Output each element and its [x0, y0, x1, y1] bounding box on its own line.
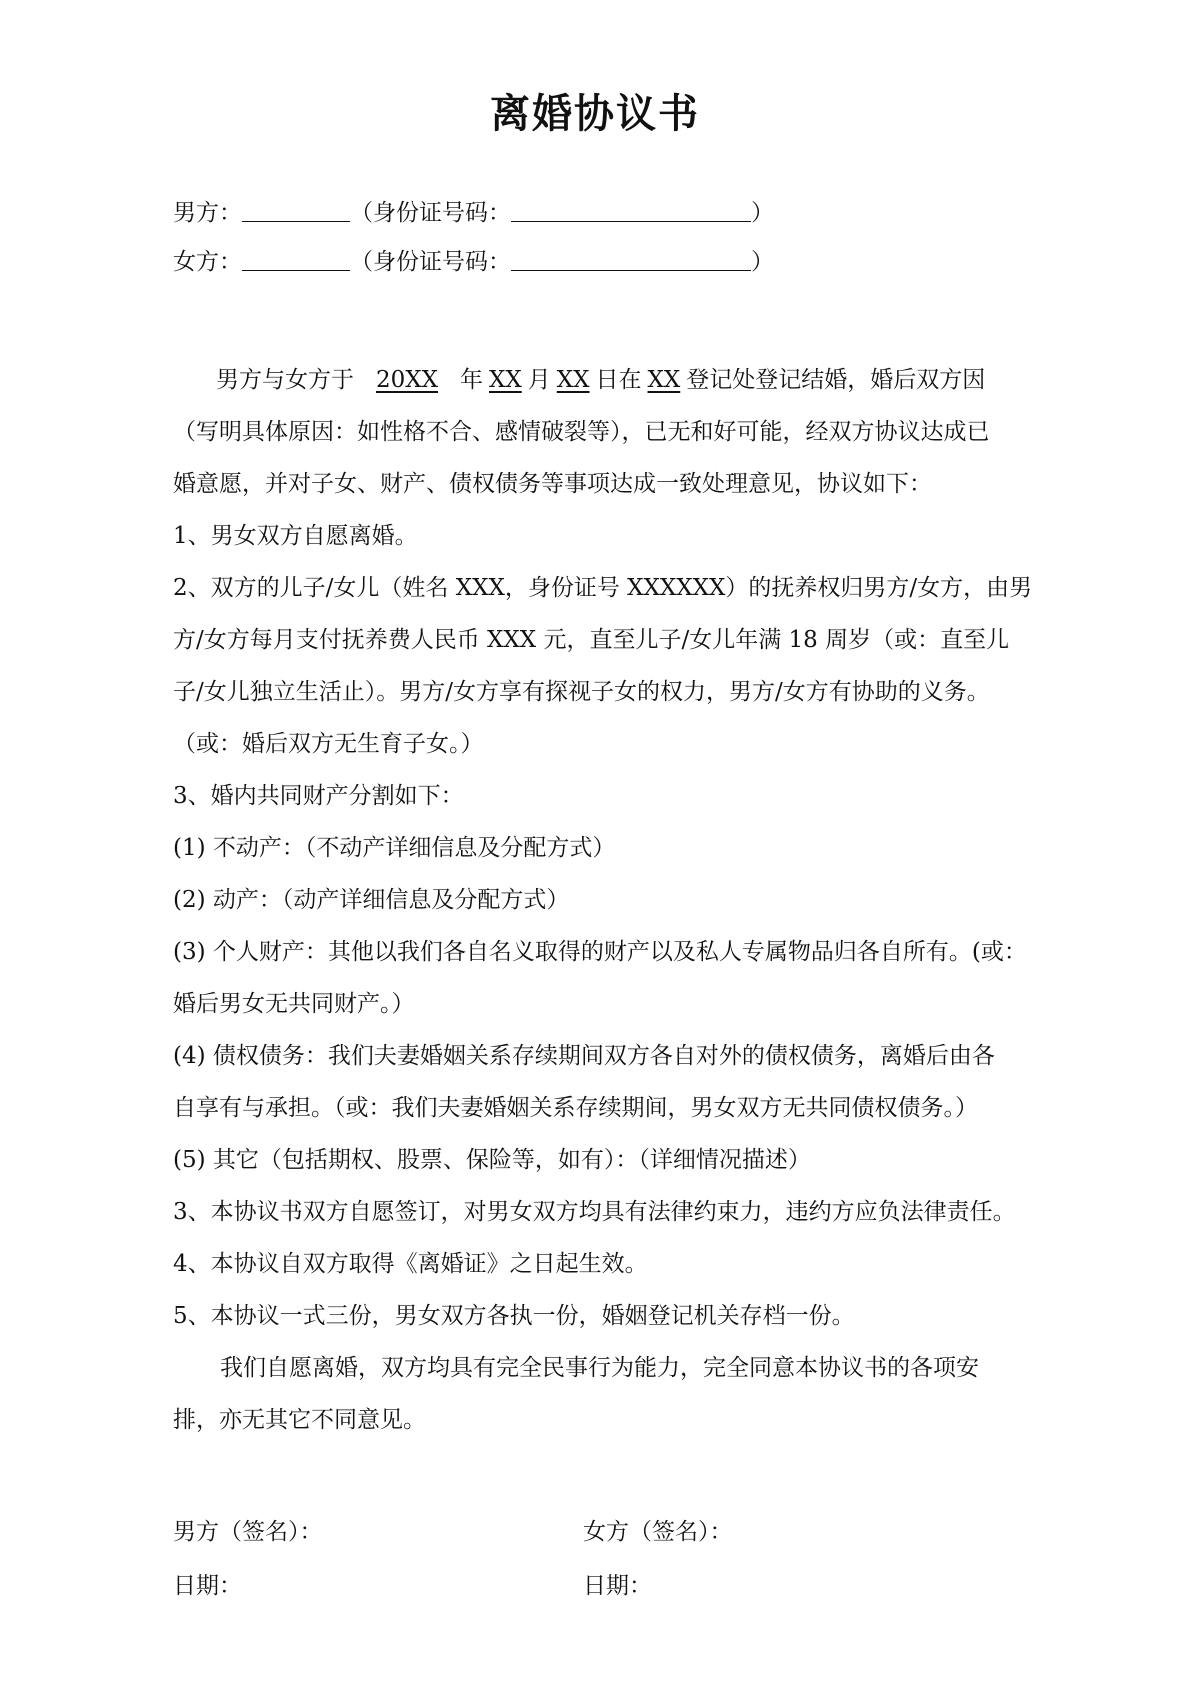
female-id-label: （身份证号码：: [350, 249, 511, 275]
clause-2-line-4: （或：婚后双方无生育子女。）: [173, 731, 484, 757]
property-4-line-2: 自享有与承担。（或：我们夫妻婚姻关系存续期间，男女双方无共同债权债务。）: [173, 1095, 978, 1121]
female-name-blank: [242, 248, 350, 271]
male-party-line: [173, 198, 774, 228]
intro-line-3: 婚意愿，并对子女、财产、债权债务等事项达成一致处理意见，协议如下：: [173, 471, 932, 497]
intro-text-a: 男方与女方于: [216, 367, 354, 393]
male-label: 男方：: [173, 200, 242, 226]
property-5: (5) 其它（包括期权、股票、保险等，如有）：（详细情况描述）: [173, 1147, 811, 1173]
day-unit: 日在: [595, 367, 642, 393]
marriage-day: XX: [556, 367, 590, 393]
female-id-blank: [511, 248, 751, 271]
male-id-close: ）: [751, 200, 774, 226]
closing-line-2: 排，亦无其它不同意见。: [173, 1407, 426, 1433]
property-2: (2) 动产：（动产详细信息及分配方式）: [173, 887, 570, 913]
male-date-label: 日期：: [173, 1573, 242, 1599]
intro-line-2: （写明具体原因：如性格不合、感情破裂等），已无和好可能，经双方协议达成已: [173, 419, 990, 445]
clause-3b: 3、本协议书双方自愿签订，对男女双方均具有法律约束力，违约方应负法律责任。: [173, 1199, 1016, 1225]
female-party-line: [173, 247, 774, 277]
intro-line-1: [216, 365, 985, 395]
clause-2-line-1: 2、双方的儿子/女儿（姓名 XXX，身份证号 XXXXXX）的抚养权归男方/女方，由男: [173, 575, 1033, 601]
female-signature-label: 女方（签名）：: [583, 1519, 733, 1545]
male-id-blank: [511, 199, 751, 222]
clause-2-line-2: 方/女方每月支付抚养费人民币 XXX 元，直至儿子/女儿年满 18 周岁（或：直至儿: [173, 627, 1010, 653]
year-unit: 年: [460, 367, 484, 393]
clause-1: 1、男女双方自愿离婚。: [173, 523, 418, 549]
female-id-close: ）: [751, 249, 774, 275]
clause-2-line-3: 子/女儿独立生活止）。男方/女方享有探视子女的权力，男方/女方有协助的义务。: [173, 679, 990, 705]
property-3-line-2: 婚后男女无共同财产。）: [173, 991, 415, 1017]
clause-3: 3、婚内共同财产分割如下：: [173, 783, 464, 809]
month-unit: 月: [527, 367, 551, 393]
marriage-year: 20XX: [376, 367, 439, 393]
female-date-label: 日期：: [583, 1573, 652, 1599]
property-1: (1) 不动产：（不动产详细信息及分配方式）: [173, 835, 616, 861]
clause-4: 4、本协议自双方取得《离婚证》之日起生效。: [173, 1251, 648, 1277]
property-3-line-1: (3) 个人财产：其他以我们各自名义取得的财产以及私人专属物品归各自所有。(或：: [173, 939, 1027, 965]
marriage-month: XX: [489, 367, 522, 393]
intro-text-b: 登记处登记结婚，婚后双方因: [686, 367, 986, 393]
male-name-blank: [242, 199, 350, 222]
male-signature-label: 男方（签名）：: [173, 1519, 323, 1545]
marriage-place: XX: [647, 367, 681, 393]
male-id-label: （身份证号码：: [350, 200, 511, 226]
closing-line-1: 我们自愿离婚，双方均具有完全民事行为能力，完全同意本协议书的各项安: [220, 1355, 979, 1381]
document-title: 离婚协议书: [490, 91, 700, 137]
female-label: 女方：: [173, 249, 242, 275]
clause-5: 5、本协议一式三份，男女双方各执一份，婚姻登记机关存档一份。: [173, 1303, 855, 1329]
property-4-line-1: (4) 债权债务：我们夫妻婚姻关系存续期间双方各自对外的债权债务，离婚后由各: [173, 1043, 995, 1069]
